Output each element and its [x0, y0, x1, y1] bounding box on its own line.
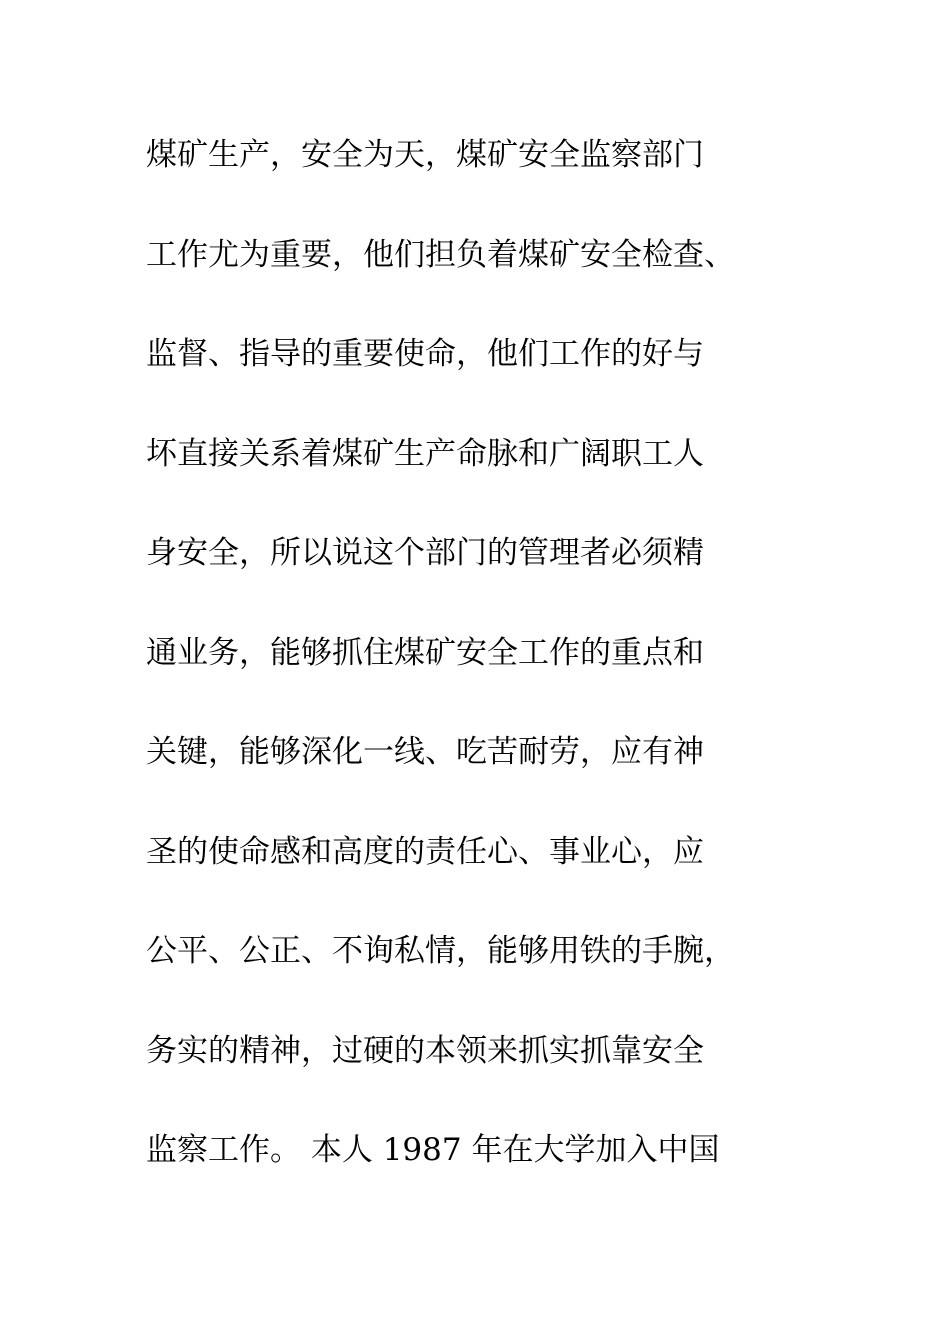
text-line-1: 煤矿生产，安全为天，煤矿安全监察部门	[146, 137, 704, 173]
text-line-5: 身安全，所以说这个部门的管理者必须精	[146, 535, 704, 571]
text-line-8: 圣的使命感和高度的责任心、事业心，应	[146, 833, 704, 870]
text-line-2: 工作尤为重要，他们担负着煤矿安全检查、	[146, 236, 735, 273]
text-line-3: 监督、指导的重要使命，他们工作的好与	[146, 336, 704, 372]
text-line-11: 监察工作。 本人 1987 年在大学加入中国	[146, 1132, 720, 1168]
text-line-9: 公平、公正、不询私情，能够用铁的手腕，	[146, 933, 735, 969]
text-line-7: 关键，能够深化一线、吃苦耐劳，应有神	[146, 734, 704, 770]
body-paragraph	[146, 124, 826, 1219]
text-line-4: 坏直接关系着煤矿生产命脉和广阔职工人	[146, 435, 704, 472]
text-line-10: 务实的精神，过硬的本领来抓实抓靠安全	[146, 1032, 704, 1069]
text-line-6: 通业务，能够抓住煤矿安全工作的重点和	[146, 634, 704, 671]
